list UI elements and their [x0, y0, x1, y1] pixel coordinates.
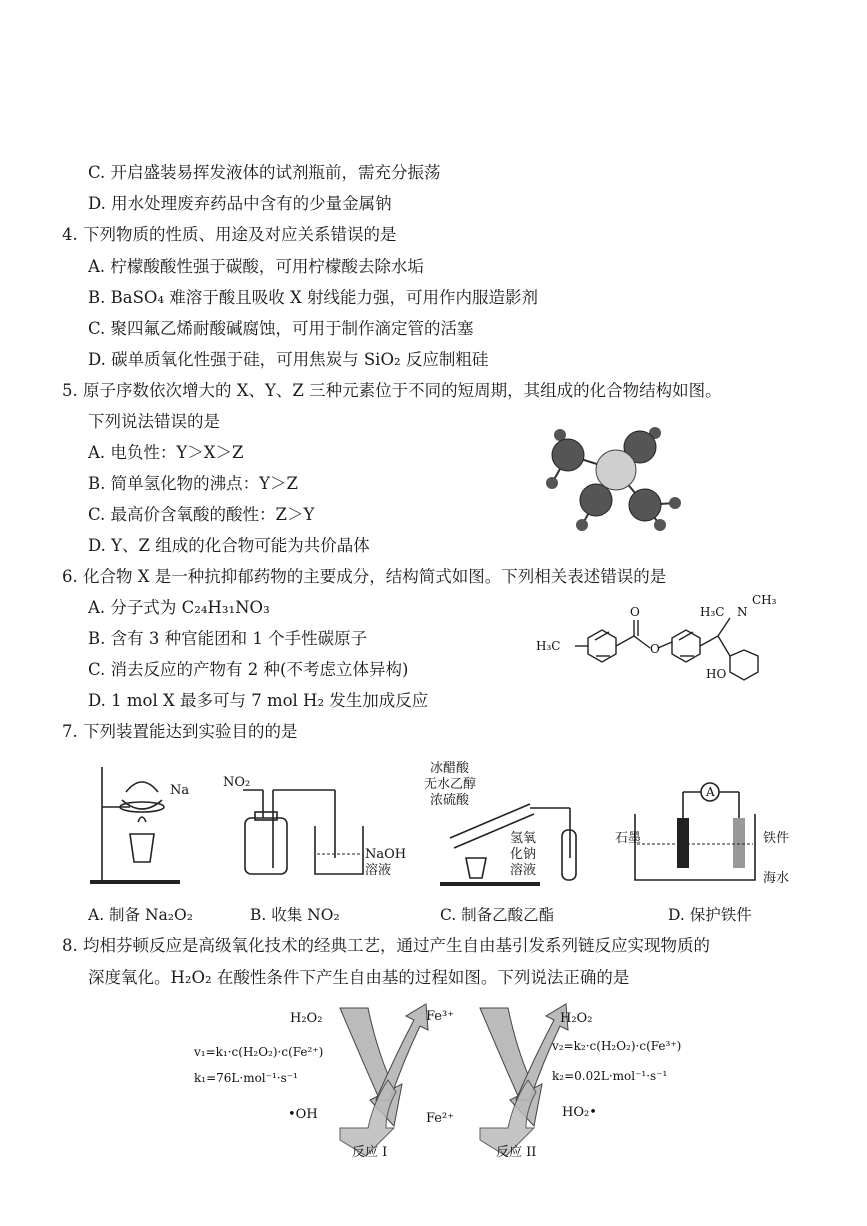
q5-option-b: B. 简单氢化物的沸点：Y＞Z	[88, 474, 298, 493]
q5-stem-line1: 5. 原子序数依次增大的 X、Y、Z 三种元素位于不同的短周期，其组成的化合物结构如图。	[62, 381, 722, 400]
q7-b-no2: NO₂	[223, 775, 251, 790]
q5-molecule-figure	[540, 425, 700, 540]
q8-r1-h2o2: H₂O₂	[290, 1011, 323, 1026]
q4-option-b: B. BaSO₄ 难溶于酸且吸收 X 射线能力强，可用作内服造影剂	[88, 288, 539, 307]
q6-ch3: CH₃	[752, 593, 777, 607]
q4-option-d: D. 碳单质氧化性强于硅，可用焦炭与 SiO₂ 反应制粗硅	[88, 350, 489, 369]
q6-stem: 6. 化合物 X 是一种抗抑郁药物的主要成分，结构简式如图。下列相关表述错误的是	[62, 567, 667, 586]
q6-o-ester: O	[650, 642, 660, 656]
atom-h	[654, 519, 666, 531]
q8-r1-k: k₁=76L·mol⁻¹·s⁻¹	[194, 1071, 298, 1085]
q7-apparatus-b	[215, 775, 415, 888]
q7-d-ammeter: A	[706, 785, 715, 799]
q7-caption-a: A. 制备 Na₂O₂	[88, 906, 193, 924]
q8-r2-h2o2: H₂O₂	[560, 1011, 593, 1026]
q7-d-graphite: 石墨	[615, 831, 642, 846]
atom-dark	[580, 484, 612, 516]
atom-h	[669, 497, 681, 509]
q3-option-c: C. 开启盛装易挥发液体的试剂瓶前，需充分振荡	[88, 163, 441, 182]
q6-option-a: A. 分子式为 C₂₄H₃₁NO₃	[88, 598, 270, 617]
q8-r2-ho2: HO₂•	[562, 1105, 597, 1120]
q4-stem: 4. 下列物质的性质、用途及对应关系错误的是	[62, 225, 397, 244]
atom-h	[576, 519, 588, 531]
q7-d-sea: 海水	[763, 871, 790, 886]
q6-o-carbonyl: O	[630, 605, 640, 619]
q7-a-na: Na	[170, 783, 190, 798]
q5-option-a: A. 电负性：Y＞X＞Z	[88, 443, 244, 462]
q7-apparatus-a	[90, 762, 210, 892]
q5-option-d: D. Y、Z 组成的化合物可能为共价晶体	[88, 536, 370, 555]
q7-c-label-1: 冰醋酸	[430, 761, 470, 776]
q4-option-a: A. 柠檬酸酸性强于碳酸，可用柠檬酸去除水垢	[88, 257, 424, 276]
atom-dark	[552, 439, 584, 471]
q6-ho: HO	[706, 667, 727, 681]
q5-stem-line2: 下列说法错误的是	[88, 412, 220, 431]
q6-option-c: C. 消去反应的产物有 2 种(不考虑立体异构)	[88, 660, 409, 679]
atom-center	[596, 450, 636, 490]
q6-h3c-left: H₃C	[536, 639, 561, 653]
q8-r2-caption: 反应 II	[496, 1145, 537, 1160]
q6-option-b: B. 含有 3 种官能团和 1 个手性碳原子	[88, 629, 368, 648]
q8-r1-fe2: Fe²⁺	[426, 1111, 455, 1126]
q7-apparatus-c	[424, 758, 600, 893]
q7-apparatus-d	[615, 782, 815, 890]
q6-n-atom: N	[737, 605, 748, 619]
q7-caption-b: B. 收集 NO₂	[250, 906, 340, 924]
q6-structure-figure	[530, 590, 820, 700]
q7-caption-c: C. 制备乙酸乙酯	[440, 906, 555, 924]
q3-option-d: D. 用水处理废弃药品中含有的少量金属钠	[88, 194, 392, 213]
q8-stem-line2: 深度氧化。H₂O₂ 在酸性条件下产生自由基的过程如图。下列说法正确的是	[88, 968, 630, 987]
q8-r2-rate: v₂=k₂·c(H₂O₂)·c(Fe³⁺)	[552, 1039, 682, 1053]
q8-r1-fe3: Fe³⁺	[426, 1009, 455, 1024]
q7-c-label-3: 浓硫酸	[430, 793, 470, 808]
q7-b-sol: 溶液	[365, 863, 392, 878]
q6-option-d: D. 1 mol X 最多可与 7 mol H₂ 发生加成反应	[88, 691, 429, 710]
q7-c-label-5: 化钠	[510, 847, 537, 862]
q8-stem-line1: 8. 均相芬顿反应是高级氧化技术的经典工艺，通过产生自由基引发系列链反应实现物质的	[62, 936, 710, 955]
q7-c-label-2: 无水乙醇	[424, 777, 477, 792]
atom-h	[546, 477, 558, 489]
q7-c-label-6: 溶液	[510, 863, 537, 878]
q8-r1-caption: 反应 I	[352, 1145, 388, 1160]
q7-caption-d: D. 保护铁件	[668, 906, 752, 924]
q5-option-c: C. 最高价含氧酸的酸性：Z＞Y	[88, 505, 315, 524]
q7-stem: 7. 下列装置能达到实验目的的是	[62, 722, 298, 741]
q7-b-naoh: NaOH	[365, 847, 407, 862]
q8-r1-rate: v₁=k₁·c(H₂O₂)·c(Fe²⁺)	[194, 1045, 324, 1059]
atom-dark	[629, 489, 661, 521]
q4-option-c: C. 聚四氟乙烯耐酸碱腐蚀，可用于制作滴定管的活塞	[88, 319, 474, 338]
q7-d-iron: 铁件	[763, 831, 790, 846]
q7-c-label-4: 氢氧	[510, 831, 537, 846]
q8-r2-k: k₂=0.02L·mol⁻¹·s⁻¹	[552, 1069, 668, 1083]
q6-h3c-n: H₃C	[700, 605, 725, 619]
q8-reaction-diagram	[180, 1000, 720, 1170]
q8-r1-oh: •OH	[288, 1107, 318, 1122]
